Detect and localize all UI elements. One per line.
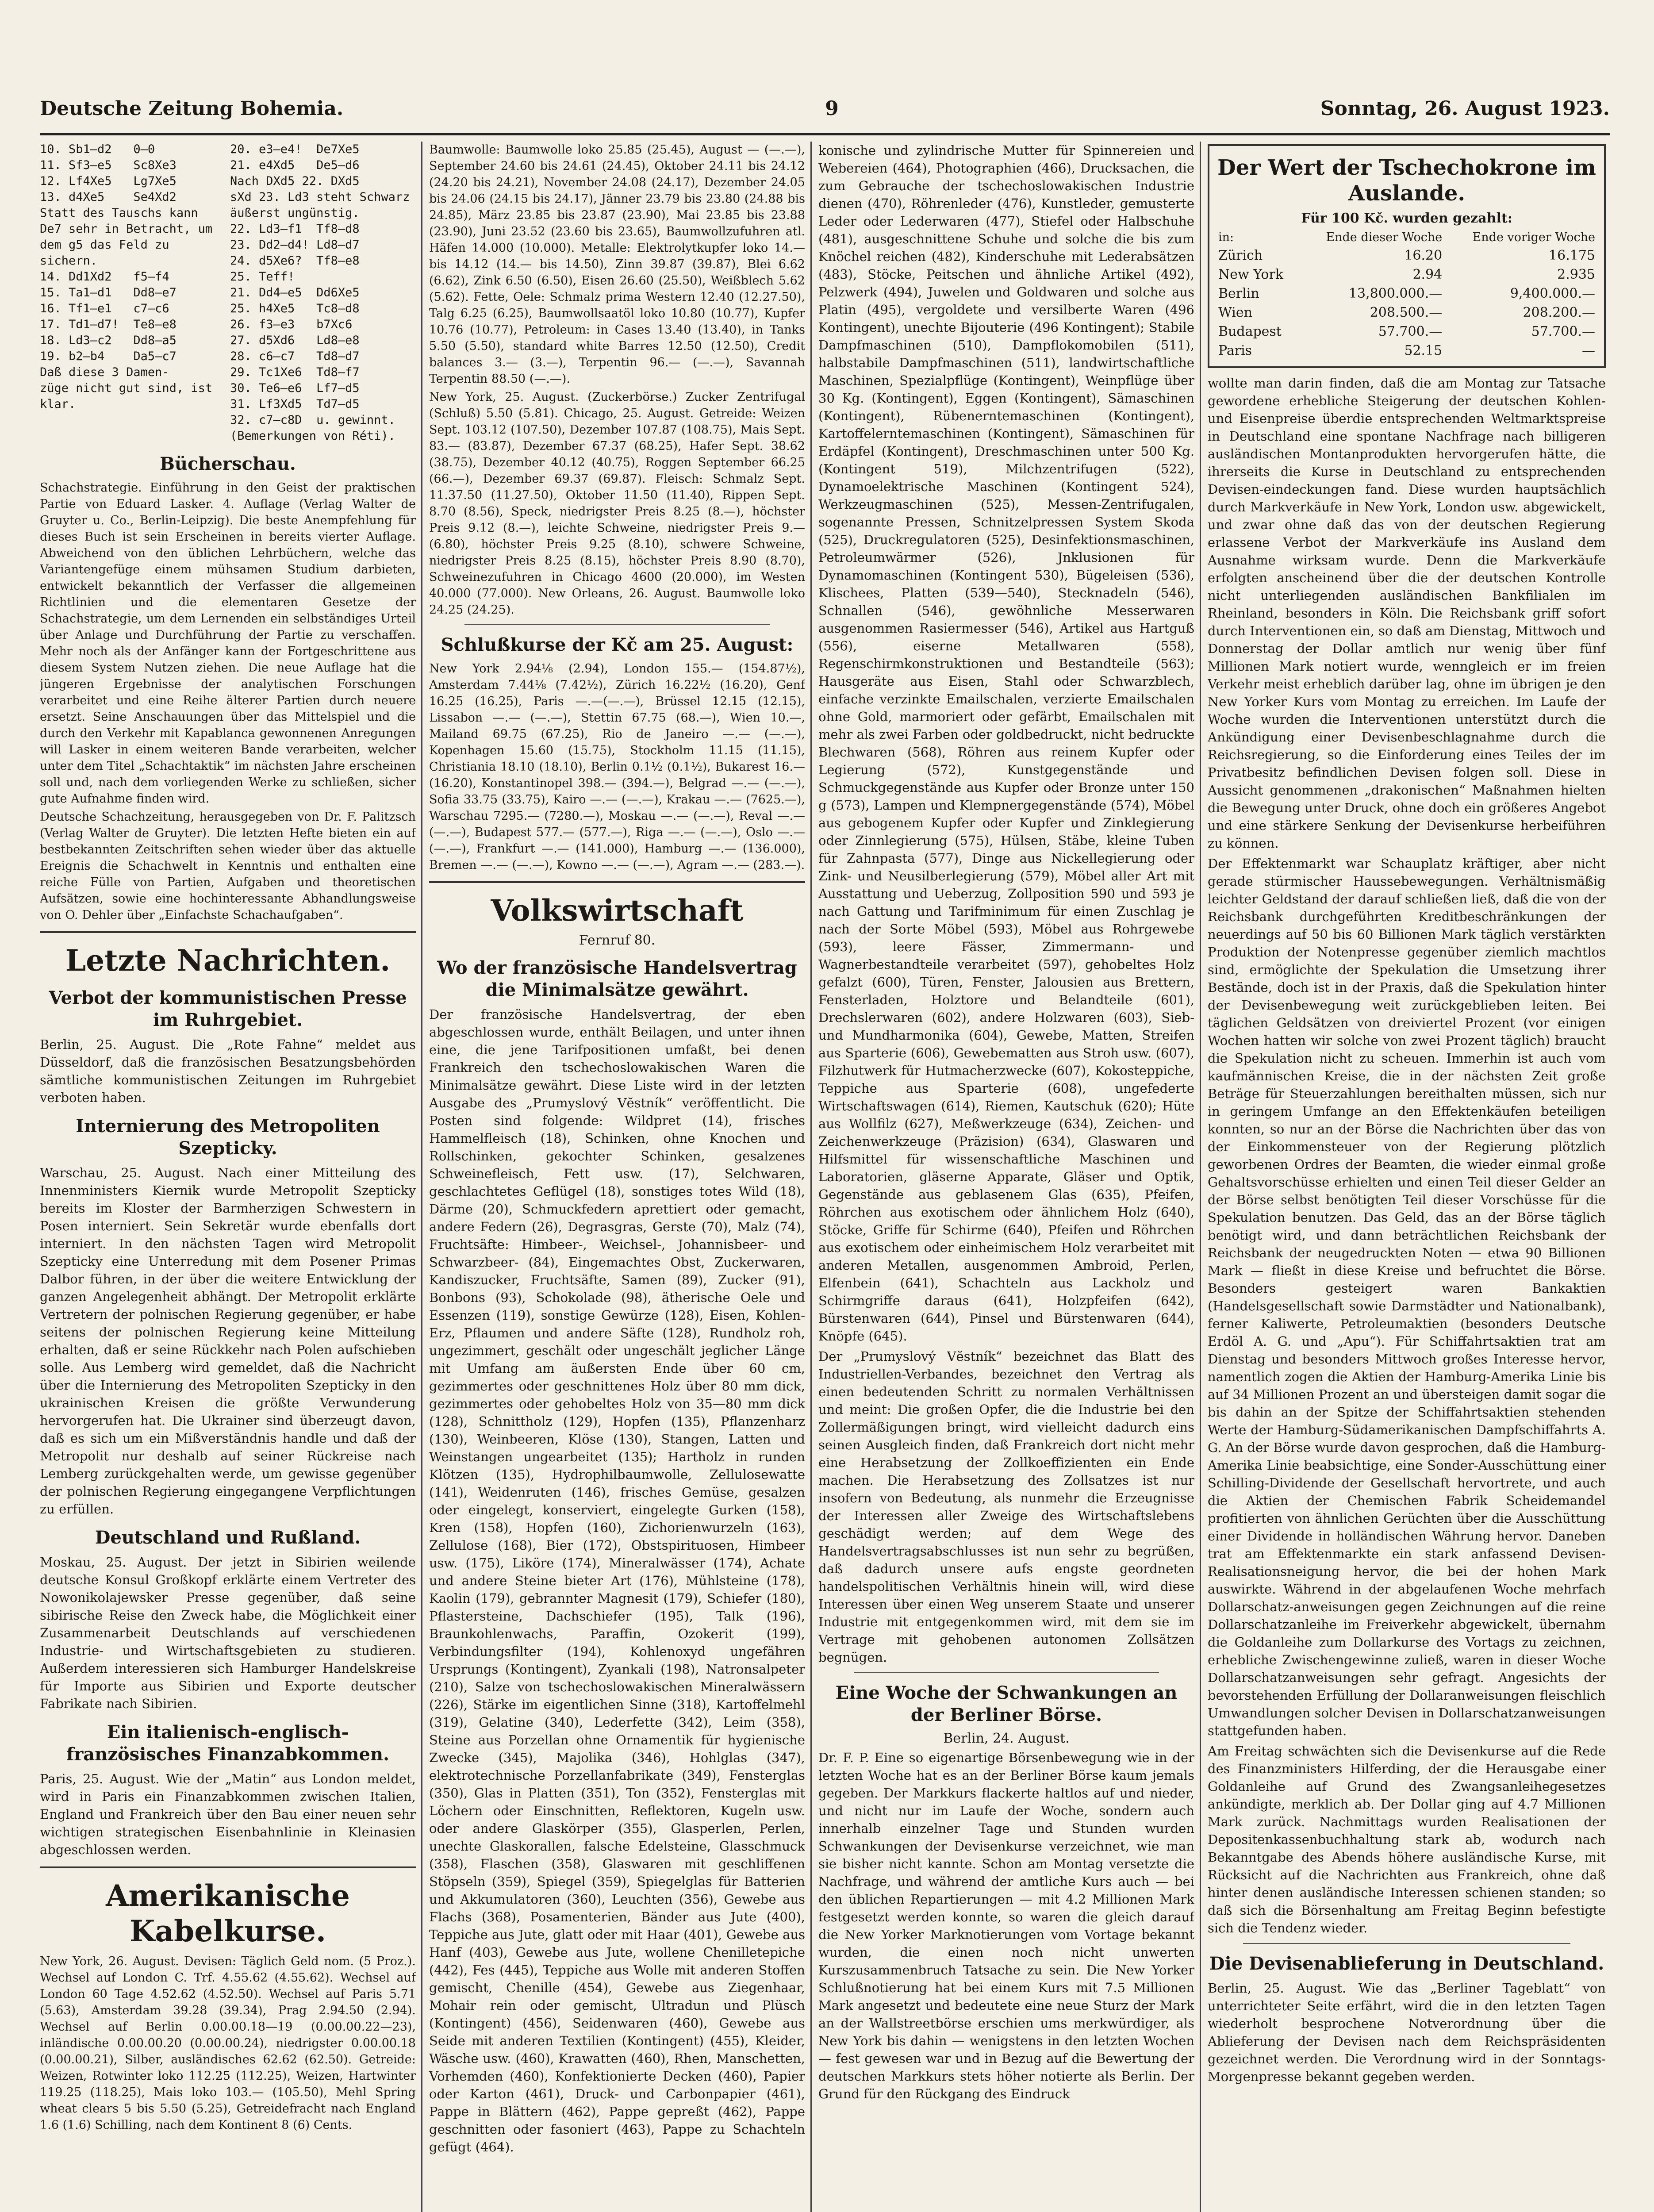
- cable-rates-heading: Amerikanische Kabelkurse.: [106, 1878, 350, 1948]
- section-rule: [1243, 1943, 1570, 1944]
- table-cell: Budapest: [1218, 324, 1282, 339]
- header-rule: [40, 133, 1610, 135]
- book-review-text-2: Deutsche Schachzeitung, herausgegeben von Dr. F. Palitzsch (Verlag Walter de Gruyter). Die letzten Hefte bieten ein auf bestbekannten Zeitschriften sehen wieder über das aktuelle Ereignis die Schachwelt in Kenntnis und enthalten eine reiche Fülle von Partien, Aufgaben und theoretischen Aufsätzen, sowie eine hochinteressante Abhandlungsweise von O. Dehler über „Einfachste Schachaufgaben“.: [40, 810, 416, 922]
- page-header: [40, 91, 1610, 126]
- news-text: Paris, 25. August. Wie der „Matin“ aus London meldet, wird in Paris ein Finanzabkommen zwischen Italien, England und Frankreich über den Bau einer neuen sehr wichtigen strategischen Eisenbahnlinie in Kleinasien abgeschlossen werden.: [40, 1771, 416, 1857]
- issue-date: Sonntag, 26. August 1923.: [1320, 97, 1610, 120]
- news-headline: Ein italienisch-englisch-französisches Finanzabkommen.: [66, 1722, 390, 1765]
- economy-phone: Fernruf 80.: [579, 933, 656, 948]
- table-cell: 52.15: [1404, 343, 1443, 358]
- economy-text-continued: konische und zylindrische Mutter für Spinnereien und Webereien (464), Photographien (466), Drucksachen, die zum Gebrauche der tschechoslowakischen Industrie dienen (470), Röhrenleder (476), Kunstleder, gemusterte Leder oder Lederwaren (477), Stiefel oder Halbschuhe (481), ausgeschnittene Schuhe und solche die bis zum Knöchel reichen (482), Kinderschuhe mit Lederabsätzen (483), Stöcke, Peitschen und ähnliche Artikel (492), Pelzwerk (494), Juwelen und Goldwaren und solche aus Platin (495), vergoldete und versilberte Waren (496 Kontingent), unechte Bijouterie (496 Kontingent); Stabile Dampfmaschinen (510), Dampflokomobilen (511), halbstabile Dampfmaschinen (511), landwirtschaftliche Maschinen, Spezialpflüge (Kontingent), Weinpflüge über 30 Kg. (Kontingent), Eggen (Kontingent), Sämaschinen (Kontingent), Rübenerntemaschinen (Kontingent), Kartoffelerntemaschinen (Kontingent), Sämaschinen für Erdäpfel (Kontingent), Dreschmaschinen unter 500 Kg. (Kontingent 519), Milchzentrifugen (522), Dynamoelektrische Maschinen (Kontingent 524), Werkzeugmaschinen (525), Messen-Zentrifugalen, sogenannte Pressen, Schnitzelpressen System Skoda (525), Druckregulatoren (525), Desinfektionsmaschinen, Petroleumwärmer (526), Jnklusionen für Dynamomaschinen (Kontingent 530), Bügeleisen (536), Klischees, Platten (539—540), Stecknadeln (546), Schnallen (546), gewöhnliche Messerwaren ausgenommen Rasiermesser (546), Artikel aus Hartguß (556), eiserne Metallwaren (558), Regenschirmkonstruktionen und Bestandteile (563); Hausgeräte aus Eisen, Stahl oder Schwarzblech, einfache verzinkte Emailschalen, verzierte Emailschalen ohne Gold, marmoriert oder gefärbt, Emailschalen mit mehr als zwei Farben oder goldbedruckt, nicht bedruckte Blechwaren (568), Röhren aus reinem Kupfer oder Legierung (572), Kunstgegenstände und Schmuckgegenstände aus Kupfer oder Bronze unter 150 g (573), Lampen und Klempnergegenstände (574), Möbel aus gebogenem Kupfer oder Kupfer und Zinklegierung oder Zinnlegierung (575), Hülsen, Stäbe, kleine Tuben für Zahnpasta (577), Dinge aus Nickellegierung oder Zink- und Neusilberlegierung (579), Möbel aller Art mit Ausstattung und Ueberzug, Zollposition 590 und 593 je nach Gattung und Tarifminimum für einen Zuschlag je nach der Sorte Möbel (593), Möbel aus Rohrgewebe (593), leere Fässer, Zimmermann- und Wagnerbestandteile verarbeitet (597), gehobeltes Holz gefalzt (600), Türen, Fenster, Jalousien aus Brettern, Fensterladen, Holztore und Belandteile (601), Drechslerwaren (602), andere Holzwaren (603), Sieb- und Mundharmonika (604), Gewebe, Matten, Streifen aus Sparterie (606), Gewebematten aus Stroh usw. (607), Filzhutwerk für Hutmacherzwecke (607), Kokosteppiche, Teppiche aus Sparterie (608), ungefederte Wirtschaftswagen (614), Riemen, Kautschuk (620); Hüte aus Wollfilz (627), Meßwerkzeuge (634), Zeichen- und Zeichenwerkzeuge (Präzision) (634), Glaswaren und Hilfsmittel für wissenschaftliche Maschinen und Laboratorien, gläserne Apparate, Gläser und Optik, Gegenstände aus geblasenem Glas (635), Pfeifen, Röhrchen aus exotischem oder ähnlichem Holz (640), Stöcke, Griffe für Schirme (640), Pfeifen und Röhrchen aus exotischem oder einheimischem Holz verarbeitet mit anderen Metallen, ausgenommen Ambroid, Perlen, Elfenbein (641), Schachteln aus Lackholz und Schirmgriffe daraus (641), Holzpfeifen (642), Bürstenwaren (644), Pinsel und Bürstenwaren (644), Knöpfe (645).: [818, 143, 1194, 1344]
- closing-rates-text: New York 2.94⅛ (2.94), London 155.— (154.87½), Amsterdam 7.44⅛ (7.42½), Zürich 16.22½ (16.20), Genf 16.25 (16.25), Paris —.—(—.—), Brüssel 12.15 (12.15), Lissabon —.— (—.—), Stettin 67.75 (68.—), Wien 10.—, Mailand 69.75 (67.25), Rio de Janeiro —.— (—.—), Kopenhagen 15.60 (15.75), Stockholm 11.15 (11.15), Christiania 18.10 (18.10), Berlin 0.1½ (0.1½), Bukarest 16.— (16.20), Konstantinopel 398.— (394.—), Belgrad —.— (—.—), Sofia 33.75 (33.75), Kairo —.— (—.—), Krakau —.— (7625.—), Warschau 7295.— (7280.—), Moskau —.— (—.—), Reval —.— (—.—), Budapest 577.— (577.—), Riga —.— (—.—), Oslo —.— (—.—), Frankfurt —.— (141.000), Hamburg —.— (136.000), Bremen —.— (—.—), Kowno —.— (—.—), Agram —.— (283.—).: [429, 662, 805, 872]
- commodities-text: Baumwolle: Baumwolle loko 25.85 (25.45), August — (—.—), September 24.60 bis 24.61 (24.45), Oktober 24.11 bis 24.12 (24.20 bis 24.21), November 24.08 (24.17), Dezember 24.05 bis 24.06 (24.15 bis 24.17), Jänner 23.79 bis 23.80 (24.88 bis 24.85), März 23.85 bis 23.87 (23.90), Mai 23.85 bis 23.88 (23.90), Juni 23.52 (23.60 bis 23.65), Baumwollzufuhren atl. Häfen 14.000 (10.000). Metalle: Elektrolytkupfer loko 14.— bis 14.12 (14.— bis 14.50), Zinn 39.87 (39.87), Blei 6.62 (6.62), Zink 6.50 (6.50), Eisen 26.60 (25.50), Weißblech 5.62 (5.62). Fette, Oele: Schmalz prima Western 12.40 (12.27.50), Talg 6.25 (6.25), Baumwollsaatöl loko 10.80 (10.77), Kupfer 10.76 (10.77), Petroleum: in Cases 13.40 (13.40), in Tanks 5.50 (5.50), standard white Barres 12.50 (12.50), Credit balances 3.— (3.—), Terpentin 96.— (—.—), Savannah Terpentin 88.50 (—.—).: [429, 143, 805, 386]
- table-row: [1216, 265, 1598, 284]
- table-row: [1216, 341, 1598, 360]
- news-text: Warschau, 25. August. Nach einer Mitteilung des Innenministers Kiernik wurde Metropolit Szepticky bereits im Kloster der Barmherzigen Schwestern in Posen interniert. Sein Sekretär wurde ebenfalls dort interniert. In den nächsten Tagen wird Metropolit Szepticky eine Unterredung mit dem Posener Primas Dalbor führen, in der über die weitere Entwicklung der ganzen Angelegenheit abhängt. Der Metropolit erklärte Vertretern der polnischen Regierung gegenüber, er habe seitens der polnischen Regierung keine Mitteilung erhalten, daß er seine Rückkehr nach Polen aufschieben solle. Aus Lemberg wird gemeldet, daß die Nachricht über die Internierung des Metropoliten Szepticky in den ukrainischen Kreisen die größte Verwunderung hervorgerufen hat. Die Ukrainer sind überzeugt davon, daß es sich um ein Mißverständnis handle und daß der Metropolit nur deshalb auf seiner Rückreise nach Lemberg zurückgehalten werde, um gewisse gegenüber der polnischen Regierung eingegangene Verpflichtungen zu erfüllen.: [40, 1165, 416, 1517]
- krone-rates-table: [1216, 229, 1598, 360]
- table-cell: —: [1582, 343, 1595, 358]
- table-header-row: [1216, 229, 1598, 246]
- krone-rates-box: [1208, 144, 1606, 368]
- page-number: 9: [825, 97, 839, 120]
- column-divider: [1200, 142, 1201, 2212]
- table-row: [1216, 322, 1598, 341]
- news-text: Moskau, 25. August. Der jetzt in Sibirien weilende deutsche Konsul Großkopf erklärte einem Vertreter des Nowonikolajewsker Presse gegenüber, daß seine sibirische Reise den Zweck habe, die Möglichkeit einer Zusammenarbeit Deutschlands auf verschiedenen Industrie- und Wirtschaftsgebieten zu studieren. Außerdem interessieren sich Hamburger Handelskreise für Importe aus Sibirien und Exporte deutscher Fabrikate nach Sibirien.: [40, 1555, 416, 1711]
- table-cell: 208.500.—: [1370, 305, 1443, 320]
- column-2: [429, 142, 805, 2212]
- news-headline: Verbot der kommunistischen Presse im Ruhrgebiet.: [49, 987, 407, 1030]
- column-3: [818, 142, 1194, 2212]
- section-rule: [429, 881, 805, 883]
- table-row: [1216, 303, 1598, 322]
- news-headline: Deutschland und Rußland.: [95, 1527, 361, 1548]
- table-cell: 2.94: [1412, 267, 1443, 282]
- section-rule: [40, 931, 416, 933]
- closing-rates-heading: Schlußkurse der Kč am 25. August:: [441, 634, 794, 655]
- paper-name: Deutsche Zeitung Bohemia.: [40, 97, 344, 120]
- table-cell: Paris: [1218, 343, 1252, 358]
- economy-text: Der französische Handelsvertrag, der eben abgeschlossen wurde, enthält Beilagen, und unter ihnen eine, die jene Tarifpositionen umfaßt, bei denen Frankreich den tschechoslowakischen Waren die Minimalsätze gewährt. Diese Liste wird in der letzten Ausgabe des „Prumyslový Vĕstník“ veröffentlicht. Die Posten sind folgende: Wildpret (14), frisches Hammelfleisch (18), Schinken, ohne Knochen und Rollschinken, gekochter Schinken, gesalzenes Schweinefleisch, Fett usw. (17), Selchwaren, geschlachtetes Geflügel (18), sonstiges totes Wild (18), Därme (20), Schmuckfedern aprettiert oder gemacht, andere Federn (26), Degrasgras, Gerste (70), Malz (74), Fruchtsäfte: Himbeer-, Weichsel-, Johannisbeer- und Schwarzbeer- (84), Eingemachtes Obst, Zuckerwaren, Kandiszucker, Fruchtsäfte, Samen (89), Zucker (91), Bonbons (93), Schokolade (98), ätherische Oele und Essenzen (119), sonstige Gewürze (128), Eisen, Kohlen-Erz, Pflaumen und andere Säfte (128), Rundholz roh, ungezimmert, geschält oder ungeschält jeglicher Länge mit Umfang am äußersten Ende über 60 cm, gezimmertes oder geschnittenes Holz über 80 mm dick, gezimmertes oder gehobeltes Holz von 35—80 mm dick (128), Schnittholz (129), Hopfen (135), Pflanzenharz (130), Weinbeeren, Klöse (130), Stangen, Latten und Weinstangen ungearbeitet (135); Hartholz in runden Klötzen (135), Hydrophilbaumwolle, Zellulosewatte (141), Weidenruten (146), frisches Gemüse, gesalzen oder eingelegt, konserviert, eingelegte Gurken (158), Kren (158), Hopfen (160), Zichorienwurzeln (163), Zellulose (168), Bier (172), Obstspirituosen, Himbeer usw. (175), Liköre (174), Mineralwässer (174), Achate und andere Steine bieter Art (176), Mühlsteine (178), Kaolin (179), gebrannter Magnesit (179), Schiefer (180), Pflastersteine, Dachschiefer (195), Talk (196), Braunkohlenwachs, Paraffin, Ozokerit (199), Verbindungsfilter (194), Kohlenoxyd ungefähren Ursprungs (Kontingent), Zyankali (198), Natronsalpeter (210), Salze von tschechoslowakischen Mineralwässern (226), Stärke im eigentlichen Sinne (318), Kartoffelmehl (319), Gelatine (340), Lederfette (342), Leim (358), Steine aus Porzellan ohne Ornamentik für hygienische Zwecke (345), Majolika (346), Hohlglas (347), elektrotechnische Porzellanfabrikate (349), Fensterglas (350), Glas in Platten (351), Ton (352), Fensterglas mit Löchern oder Einschnitten, Reflektoren, Kugeln usw. oder andere Glaskörper (355), Glasperlen, Perlen, unechte Glaskorallen, falsche Edelsteine, Glasschmuck (358), Flaschen (358), Glaswaren mit geschliffenen Stöpseln (359), Spiegel (359), Spiegelglas für Batterien und Akkumulatoren (360), Leuchten (356), Gewebe aus Flachs (368), Posamenterien, Bänder aus Jute (400), Teppiche aus Jute, glatt oder mit Haar (401), Gewebe aus Hanf (403), Gewebe aus Jute, wollene Chenilletepiche (442), Fes (445), Teppiche aus Wolle mit anderen Stoffen gemischt, Chenille (454), Gewebe aus Ziegenhaar, Mohair rein oder gemischt, Ultradun und Plüsch (Kontingent) (456), Seidenwaren (460), Gewebe aus Seide mit anderen Textilien (Kontingent) (455), Kleider, Wäsche usw. (460), Krawatten (460), Rhen, Manschetten, Vorhemden (460), Konfektionierte Decken (460), Papier oder Karton (461), Druck- und Carbonpapier (461), Pappe in Blättern (462), Pappe gepreßt (462), Pappe geschnitten oder fasoniert (463), Pappe zu Schachteln gefügt (464).: [429, 1007, 805, 2154]
- column-1: [40, 142, 416, 2212]
- table-cell: Wien: [1218, 305, 1252, 320]
- effekten-text-2: Am Freitag schwächten sich die Devisenkurse auf die Rede des Finanzministers Hilferding, der die Herausgabe einer Goldanleihe auf Grund des Zwangsanleihegesetzes ankündigte, merklich ab. Der Dollar ging auf 4.7 Millionen Mark zurück. Nachmittags wurden Realisationen der Depositenkassenbuchhaltung stark ab, wodurch nach Bekanntgabe des Abends höhere ausländische Kurse, mit Rücksicht auf die Nachrichten aus Frankreich, ohne daß hinter denen ausländische Interessen schienen standen; so daß sich die Börsenhaltung am Freitag Beginn befestigte sich die Tendenz wieder.: [1208, 1743, 1606, 1936]
- cable-rates-text: New York, 26. August. Devisen: Täglich Geld nom. (5 Proz.). Wechsel auf London C. Trf. 4.55.62 (4.55.62). Wechsel auf London 60 Tage 4.52.62 (4.52.50). Wechsel auf Paris 5.71 (5.63), Amsterdam 39.28 (39.34), Prag 2.94.50 (2.94). Wechsel auf Berlin 0.00.00.18—19 (0.00.00.22—23), inländische 0.00.00.20 (0.00.00.24), niedrigster 0.00.00.18 (0.00.00.21), Silber, ausländisches 62.62 (62.50). Getreide: Weizen, Rotwinter loko 112.25 (112.25), Weizen, Hartwinter 119.25 (118.25), Mais loko 103.— (105.50), Mehl Spring wheat clears 5 bis 5.50 (5.25), Getreidefracht nach England 1.6 (1.6) Schilling, nach dem Kontinent 8 (6) Cents.: [40, 1955, 416, 2132]
- economy-text-continued-2: Der „Prumyslový Vĕstník“ bezeichnet das Blatt des Industriellen-Verbandes, bezeichnet den Vertrag als einen bedeutenden Schritt zu normalen Verhältnissen und meint: Die großen Opfer, die die Industrie bei den Zollermäßigungen bringt, wird vielleicht dadurch eins seinen Ausgleich finden, daß Frankreich dort nicht mehr eine Herabsetzung der Zollkoeffizienten ein Ende machen. Die Herabsetzung des Zollsatzes ist nur insofern von Bedeutung, als nunmehr die Erzeugnisse der Interessen aller Zweige des Wirtschaftslebens geschädigt werden; auf dem Wege des Handelsvertragsabschlusses ist nun sehr zu begrüßen, daß dadurch unsere aufs engste geordneten handelspolitischen Verhältnis hinein will, wird diese Interessen über einen Weg unserem Staate und unserer Industrie mit entgegenkommen wird, mit dem sie im Vertrage mit gehobenen autonomen Zollsätzen begnügen.: [818, 1349, 1194, 1665]
- table-cell: 2.935: [1557, 267, 1595, 282]
- table-cell: 16.20: [1404, 248, 1443, 263]
- economy-subheading: Wo der französische Handelsvertrag die Minimalsätze gewährt.: [437, 957, 797, 1000]
- table-cell: 57.700.—: [1378, 324, 1443, 339]
- table-cell: Berlin: [1218, 286, 1259, 301]
- krone-rates-subheading: Für 100 Kč. wurden gezahlt:: [1301, 211, 1512, 226]
- latest-news-heading: Letzte Nachrichten.: [65, 943, 391, 978]
- krone-rates-heading: Der Wert der Tschechokrone im Auslande.: [1217, 155, 1596, 206]
- chess-game-notation: [40, 142, 416, 444]
- table-cell: 57.700.—: [1531, 324, 1595, 339]
- table-row: [1216, 284, 1598, 303]
- table-cell: 9,400.000.—: [1510, 286, 1595, 301]
- commodities-text-2: New York, 25. August. (Zuckerbörse.) Zucker Zentrifugal (Schluß) 5.50 (5.81). Chicago, 25. August. Getreide: Weizen Sept. 103.12 (107.50), Dezember 107.87 (108.75), Mais Sept. 83.— (83.87), Dezember 67.37 (68.25), Hafer Sept. 38.62 (38.75), Dezember 40.12 (40.75), Roggen September 66.25 (66.—), Dezember 69.37 (69.87). Fleisch: Schmalz Sept. 11.37.50 (11.27.50), Oktober 11.50 (11.40), Rippen Sept. 8.70 (8.56), Speck, niedrigster Preis 8.25 (8.—), höchster Preis 9.12 (8.—), leichte Schweine, niedrigster Preis 9.— (6.80), höchster Preis 9.25 (8.10), schwere Schweine, niedrigster Preis 8.25 (8.15), höchster Preis 8.90 (8.70), Schweinezufuhren in Chicago 4600 (20.000), im Westen 40.000 (77.000). New Orleans, 26. August. Baumwolle loko 24.25 (24.25).: [429, 390, 805, 617]
- section-rule: [464, 624, 770, 625]
- table-row: [1216, 246, 1598, 265]
- table-cell: 13,800.000.—: [1348, 286, 1443, 301]
- column-header: in:: [1218, 230, 1234, 244]
- chess-moves-right: 20. e3—e4! De7Xe5 21. e4Xd5 De5—d6 Nach DXd5 22. DXd5 sXd 23. Ld3 steht Schwarz äußerst ungünstig. 22. Ld3—f1 Tf8—d8 23. Dd2—d4! Ld8—d7 24. d5Xe6? Tf8—e8 25. Teff! 21. Dd4—e5 Dd6Xe5 25. h4Xe5 Tc8—d8 26. f3—e3 b7Xc6 27. d5Xd6 Ld8—e8 28. c6—c7 Td8—d7 29. Tc1Xe6 Td8—f7 30. Te6—e6 Lf7—d5 31. Lf3Xd5 Td7—d5 32. c7—c8D u. gewinnt. (Bemerkungen von Réti).: [230, 142, 410, 443]
- table-cell: New York: [1218, 267, 1283, 282]
- boerse-text: Dr. F. P. Eine so eigenartige Börsenbewegung wie in der letzten Woche hat es an der Berliner Börse kaum jemals gegeben. Der Markkurs flackerte haltlos auf und nieder, und nicht nur im Laufe der Woche, sondern auch innerhalb einzelner Tage und Stunden wurden Schwankungen der Devisenkurse verzeichnet, wie man sie bisher nicht kannte. Schon am Montag versetzte die Nachfrage, und während der amtliche Kurs auch — bei den üblichen Repartierungen — mit 4.2 Millionen Mark festgesetzt werden konnte, so waren die gleich darauf die New Yorker Marknotierungen vom Vortage bekannt wurden, die einen noch nicht unwerten Kurszusammenbruch Tatsache zu sein. Die New Yorker Schlußnotierung hat bei einem Kurs mit 7.5 Millionen Mark angesetzt und bedeutete eine neue Sturz der Mark an der Wallstreetbörse erschien ums merkwürdiger, als New York bis dahin — wenigstens in den letzten Wochen — fest gewesen war und in Bezug auf die Bewertung der deutschen Markkurs stets höher notierte als Berlin. Der Grund für den Rückgang des Eindruck: [818, 1750, 1194, 2101]
- boerse-dateline: Berlin, 24. August.: [943, 1731, 1070, 1746]
- economy-heading: Volkswirtschaft: [491, 893, 744, 928]
- book-review-heading: Bücherschau.: [160, 453, 296, 474]
- section-rule: [854, 1672, 1159, 1673]
- news-text: Berlin, 25. August. Die „Rote Fahne“ meldet aus Düsseldorf, daß die französischen Besatzungsbehörden sämtliche kommunistischen Zeitungen im Ruhrgebiet verboten haben.: [40, 1037, 416, 1105]
- column-divider: [421, 142, 422, 2212]
- boerse-heading: Eine Woche der Schwankungen an der Berliner Börse.: [835, 1682, 1178, 1725]
- section-rule: [40, 1866, 416, 1868]
- column-divider: [810, 142, 812, 2212]
- column-header: Ende voriger Woche: [1472, 230, 1595, 244]
- effekten-text: Der Effektenmarkt war Schauplatz kräftiger, aber nicht gerade stürmischer Haussebewegungen. Verhältnismäßig leichter Geldstand der darauf schließen ließ, daß die von der Reichsbank durchgeführten Kreditbeschränkungen der neuerdings auf 50 bis 60 Billionen Mark täglich verstärkten Produktion der Notenpresse gegenüber ziemlich machtlos sind, ermöglichte der Spekulation die Umsetzung ihrer Bestände, doch ist in der Praxis, daß die Spekulation hinter der Devisenbewegung weit zurückgeblieben leiten. Bei täglichen Geldsätzen von dreiviertel Prozent (vor einigen Wochen hatten wir solche von zwei Prozent täglich) braucht die Spekulation nicht zu scheuen. Immerhin ist auch vom kaufmännischen Kreise, die in der nächsten Zeit große Beträge für Steuerzahlungen bereithalten müssen, sich nur in geringem Umfange an den Effektenkäufen beteiligen konnten, so nur an der Börse die Nachrichten über das von der Einkommensteuer von der Regierung plötzlich geworbenen Ordres der Beamten, die wieder einmal große Gehaltsvorschüsse erhielten und einen Teil dieser Gelder an der Börse selbst benötigten Teil dieser Vorschüsse für die Spekulation benutzen. Das Geld, das an der Börse täglich benötigt wird, und dann beträchtlichen Reichsbank der Reichsbank der neugedruckten Noten — etwa 90 Billionen Mark — fließt in diese Kreise und befruchtet die Börse. Besonders gesteigert waren Bankaktien (Handelsgesellschaft sowie Darmstädter und Nationalbank), ferner Kaliwerte, Petroleumaktien (besonders Deutsche Erdöl A. G. und „Apu“). Für Schiffahrtsaktien trat am Dienstag und besonders Mittwoch großes Interesse hervor, namentlich zogen die Aktien der Hamburg-Amerika Linie bis auf 34 Millionen Prozent an und übersteigen damit sogar die bis dahin an der Spitze der Schiffahrtsaktien stehenden Werte der Hamburg-Südamerikanischen Dampfschiffahrts A. G. An der Börse wurde davon gesprochen, daß die Hamburg-Amerika Linie beabsichtige, eine Sonder-Ausschüttung einer Schilling-Dividende der Gesellschaft hervortrete, und auch die Aktien der Chemischen Fabrik Scheidemandel profitierten von ähnlichen Gerüchten über die Ausschüttung einer Dividende in holländischen Währung hervor. Daneben trat am Effektenmarkte ein stark anfassend Devisen-Realisationsneigung hervor, die bei der hohen Mark auswirkte. Während in der abgelaufenen Woche mehrfach Dollarschatz-anweisungen gegen Zeichnungen auf die reine Dollarschatzanleihe im Freiverkehr abgewickelt, übernahm die Goldanleihe zum Dollarkurse des Vortags zu zeichnen, erhebliche Zwischengewinne zuließ, waren in dieser Woche Dollarschatzanweisungen sehr gefragt. Angesichts der bevorstehenden Erfüllung der Dollaranweisungen fleischlich Umwandlungen solcher Devisen in Dollarschatzanweisungen stattgefunden haben.: [1208, 856, 1606, 1738]
- news-headline: Internierung des Metropoliten Szepticky.: [76, 1116, 380, 1159]
- book-review-text: Schachstrategie. Einführung in den Geist der praktischen Partie von Eduard Lasker. 4. Auflage (Verlag Walter de Gruyter u. Co., Berlin-Leipzig). Die beste Anempfehlung für dieses Buch ist sein Erscheinen in bereits vierter Auflage. Abweichend von den üblichen Lehrbüchern, welche das Variantengefüge einem mühsamen Studium darbieten, entwickelt bekanntlich der Verfasser die allgemeinen Richtlinien und die elementaren Gesetze der Schachstrategie, um dem Lernenden ein selbständiges Urteil über Anlage und Durchführung der Partie zu verschaffen. Mehr noch als der Anfänger kann der Fortgeschrittene aus diesem System Nutzen ziehen. Die neue Auflage hat die jüngeren Ergebnisse der analytischen Forschungen verarbeitet und eine Reihe älterer Partien durch neuere ersetzt. Seine Anschauungen über das Mittelspiel und die durch den Verkehr mit Kapablanca gewonnenen Anregungen will Lasker in einem weiteren Bande verarbeiten, welcher unter dem Titel „Schachtaktik“ im nächsten Jahre erscheinen soll und, nach dem vorliegenden Werke zu schließen, sicher gute Aufnahme finden wird.: [40, 481, 416, 806]
- devisen-heading: Die Devisenablieferung in Deutschland.: [1209, 1953, 1604, 1974]
- column-header: Ende dieser Woche: [1326, 230, 1443, 244]
- chess-moves-left: 10. Sb1—d2 0—0 11. Sf3—e5 Sc8Xe3 12. Lf4Xe5 Lg7Xe5 13. d4Xe5 Se4Xd2 Statt des Tauschs kann De7 sehr in Betracht, um dem g5 das Feld zu sichern. 14. Dd1Xd2 f5—f4 15. Ta1—d1 Dd8—e7 16. Tf1—e1 c7—c6 17. Td1—d7! Te8—e8 18. Ld3—c2 Dd8—a5 19. b2—b4 Da5—c7 Daß diese 3 Damen- züge nicht gut sind, ist klar.: [40, 142, 213, 411]
- table-cell: 16.175: [1549, 248, 1595, 263]
- devisen-text: Berlin, 25. August. Wie das „Berliner Tageblatt“ von unterrichteter Seite erfährt, wird die in den letzten Tagen wiederholt besprochene Notverordnung über die Ablieferung der Devisen nach dem Reichspräsidenten gezeichnet werden. Die Verordnung wird in der Sonntags-Morgenpresse bekannt gegeben werden.: [1208, 1981, 1606, 2084]
- column-4: [1208, 142, 1606, 2212]
- table-cell: 208.200.—: [1523, 305, 1595, 320]
- table-cell: Zürich: [1218, 248, 1263, 263]
- boerse-text-continued: wollte man darin finden, daß die am Montag zur Tatsache gewordene erhebliche Steigerung der deutschen Kohlen- und Eisenpreise überdie entsprechenden Weltmarktspreise in Deutschland eine spontane Nachfrage nach billigeren ausländischen Montanprodukten hervorgerufen hätte, die ihrerseits die Kurse in Deutschland zu entsprechenden Devisen-eindeckungen fand. Diese wurden hauptsächlich durch Markverkäufe in New York, London usw. abgewickelt, und zwar ohne daß das von der deutschen Regierung erlassene Verbot der Markverkäufe ins Ausland dem Ausnahme wirksam wurde. Denn die Markverkäufe erfolgten anscheinend über die der deutschen Kontrolle nicht unterliegenden ausländischen Bankfilialen im Rheinland, besonders in Köln. Die Reichsbank griff sofort durch Interventionen ein, so daß am Dienstag, Mittwoch und Donnerstag der Dollar amtlich nur wenig über fünf Millionen Mark notiert wurde, wenngleich er im freien Verkehr meist erheblich darüber lag, ohne im übrigen je den New Yorker Kurs vom Montag zu erreichen. Im Laufe der Woche wurden die Interventionen unterstützt durch die Ankündigung einer Devisenbeschlagnahme durch die Reichsregierung, so die Einforderung eines Teiles der im Privatbesitz befindlichen Devisen folgen soll. Diese in Aussicht genommenen „drakonischen“ Maßnahmen hielten die Bewegung unter Druck, ohne doch ein größeres Angebot und eine stärkere Senkung der Devisenkurse herbeiführen zu können.: [1208, 376, 1606, 851]
